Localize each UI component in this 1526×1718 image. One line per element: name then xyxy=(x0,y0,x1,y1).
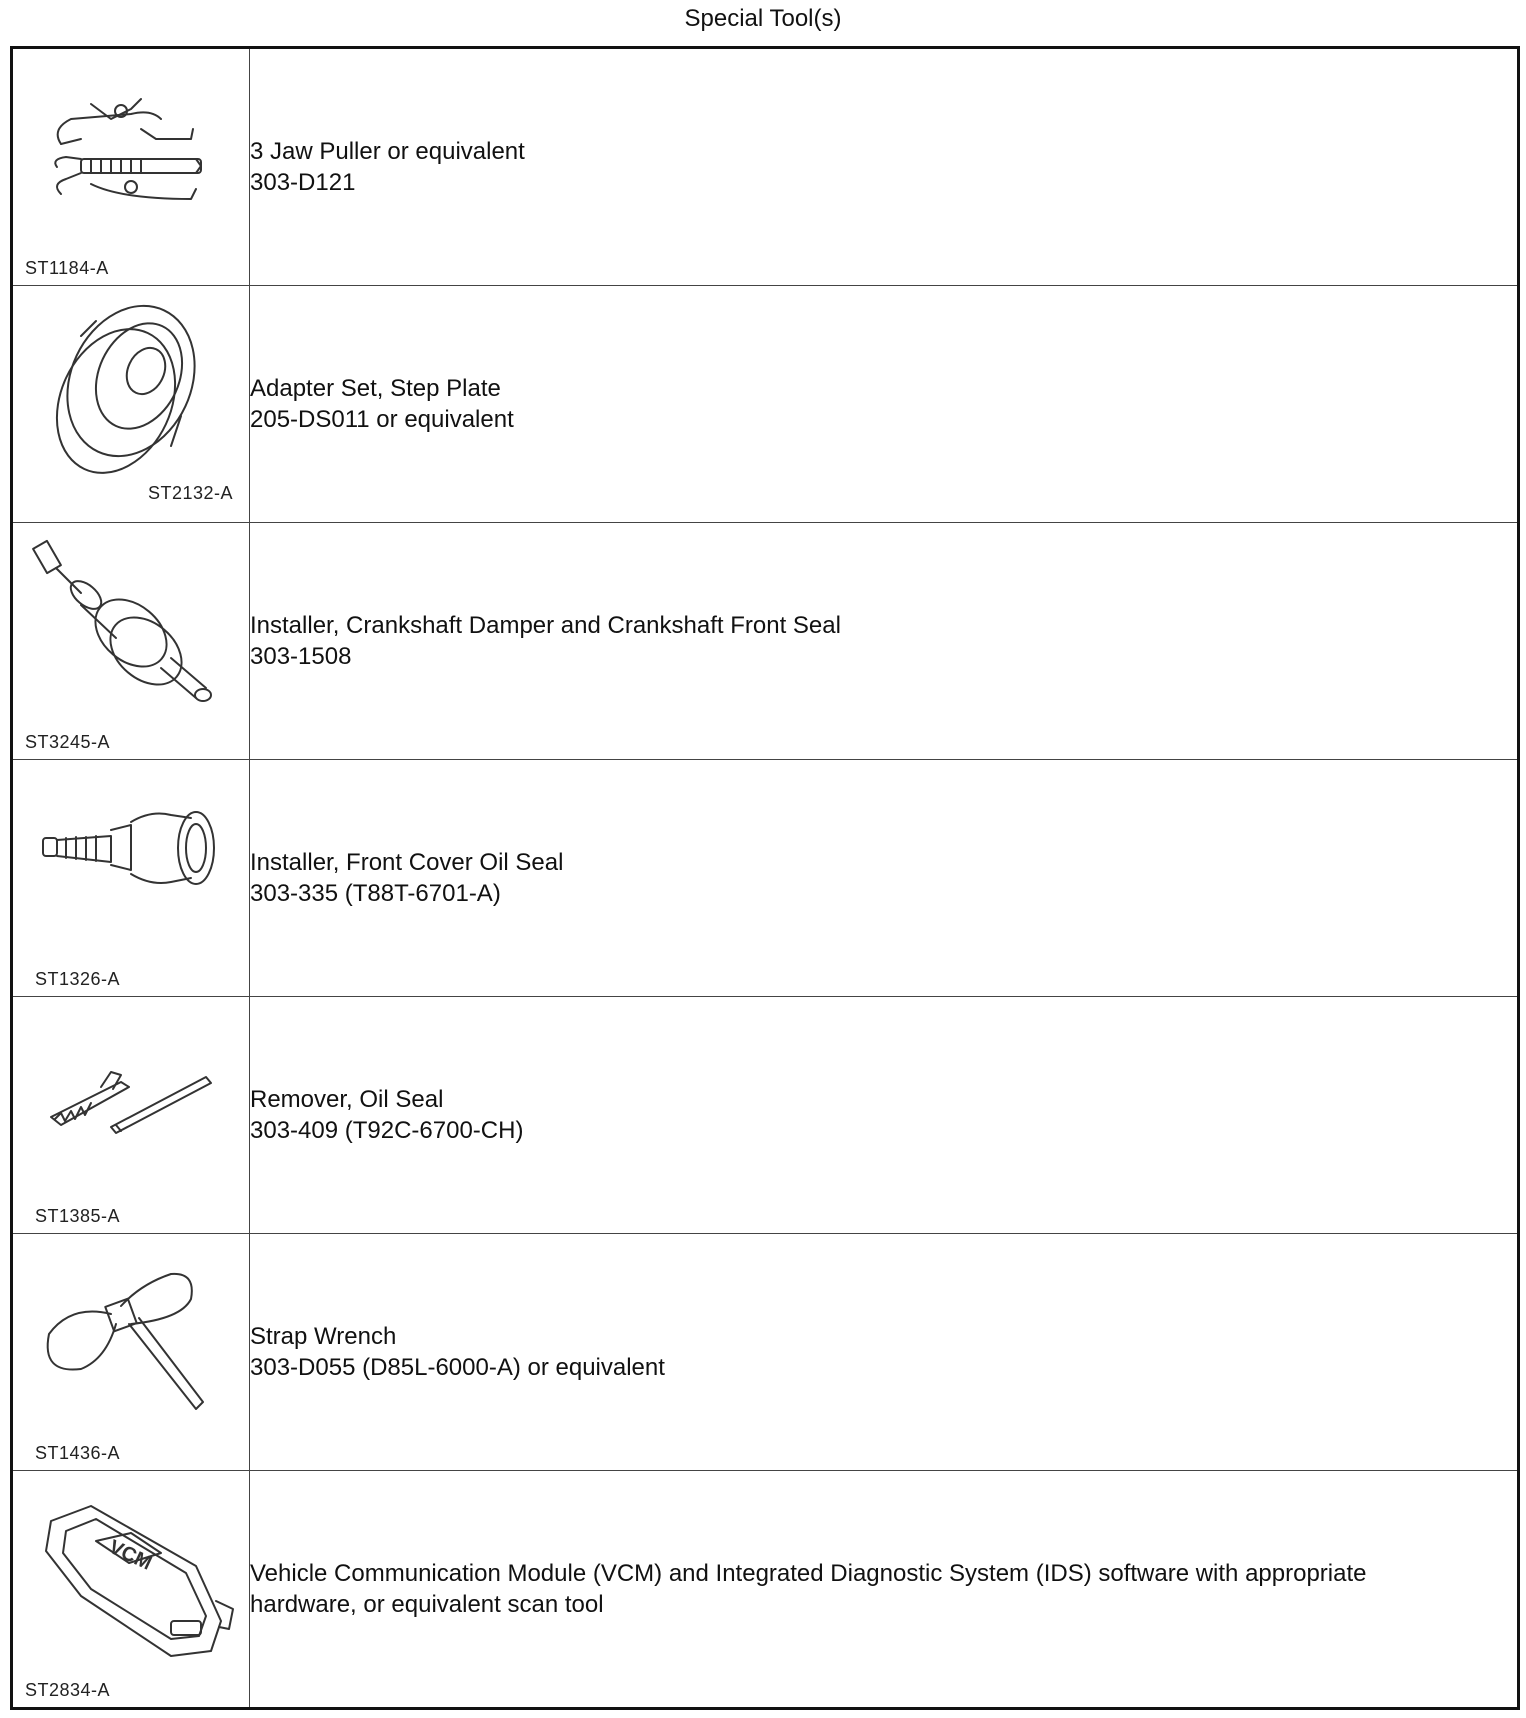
tool-number: 303-D055 (D85L-6000-A) or equivalent xyxy=(250,1354,665,1381)
tool-code: ST1184-A xyxy=(25,258,109,278)
tool-description xyxy=(250,1234,1519,1471)
tool-code: ST2834-A xyxy=(25,1680,111,1700)
tool-description xyxy=(250,997,1519,1234)
tool-name: Vehicle Communication Module (VCM) and Integrated Diagnostic System (IDS) software with appropriate xyxy=(250,1560,1367,1587)
three-jaw-puller-icon xyxy=(21,59,241,259)
tool-image-cell xyxy=(12,760,250,997)
tool-description xyxy=(250,523,1519,760)
table-row xyxy=(12,1234,1519,1471)
tool-code: ST1436-A xyxy=(35,1443,121,1463)
step-plate-icon xyxy=(21,296,241,496)
tool-name: Installer, Front Cover Oil Seal xyxy=(250,849,564,876)
tool-image-cell xyxy=(12,523,250,760)
tool-code: ST1385-A xyxy=(35,1206,121,1226)
tool-name: Installer, Crankshaft Damper and Crankshaft Front Seal xyxy=(250,612,841,639)
tool-description xyxy=(250,760,1519,997)
table-row xyxy=(12,760,1519,997)
tool-image-cell xyxy=(12,1471,250,1709)
tool-image-cell xyxy=(12,1234,250,1471)
tool-name: Adapter Set, Step Plate xyxy=(250,375,501,402)
tool-image-cell xyxy=(12,48,250,286)
tool-number: 303-335 (T88T-6701-A) xyxy=(250,880,501,907)
table-row xyxy=(12,997,1519,1234)
tool-number: 205-DS011 or equivalent xyxy=(250,406,514,433)
tool-image-cell xyxy=(12,997,250,1234)
tool-name: Remover, Oil Seal xyxy=(250,1086,444,1113)
strap-wrench-icon xyxy=(21,1244,241,1444)
damper-installer-icon xyxy=(21,533,241,733)
tool-name: Strap Wrench xyxy=(250,1323,397,1350)
tool-name: 3 Jaw Puller or equivalent xyxy=(250,138,525,165)
page-title: Special Tool(s) xyxy=(684,5,842,32)
tool-code: ST3245-A xyxy=(25,732,111,752)
table-row xyxy=(12,1471,1519,1709)
table-row xyxy=(12,523,1519,760)
vcm-module-icon xyxy=(21,1481,241,1681)
tool-code: ST1326-A xyxy=(35,969,121,989)
tool-description xyxy=(250,48,1519,286)
special-tools-table xyxy=(10,46,1520,1710)
tool-image-cell xyxy=(12,286,250,523)
tool-number: 303-1508 xyxy=(250,643,352,670)
tool-number: hardware, or equivalent scan tool xyxy=(250,1591,604,1618)
tool-number: 303-409 (T92C-6700-CH) xyxy=(250,1117,524,1144)
table-row xyxy=(12,48,1519,286)
table-row xyxy=(12,286,1519,523)
tool-description xyxy=(250,1471,1519,1709)
tool-number: 303-D121 xyxy=(250,169,356,196)
tool-code: ST2132-A xyxy=(147,483,233,503)
seal-installer-icon xyxy=(21,770,241,970)
seal-remover-icon xyxy=(21,1007,241,1207)
vcm-label: VCM xyxy=(105,1535,156,1575)
tool-description xyxy=(250,286,1519,523)
